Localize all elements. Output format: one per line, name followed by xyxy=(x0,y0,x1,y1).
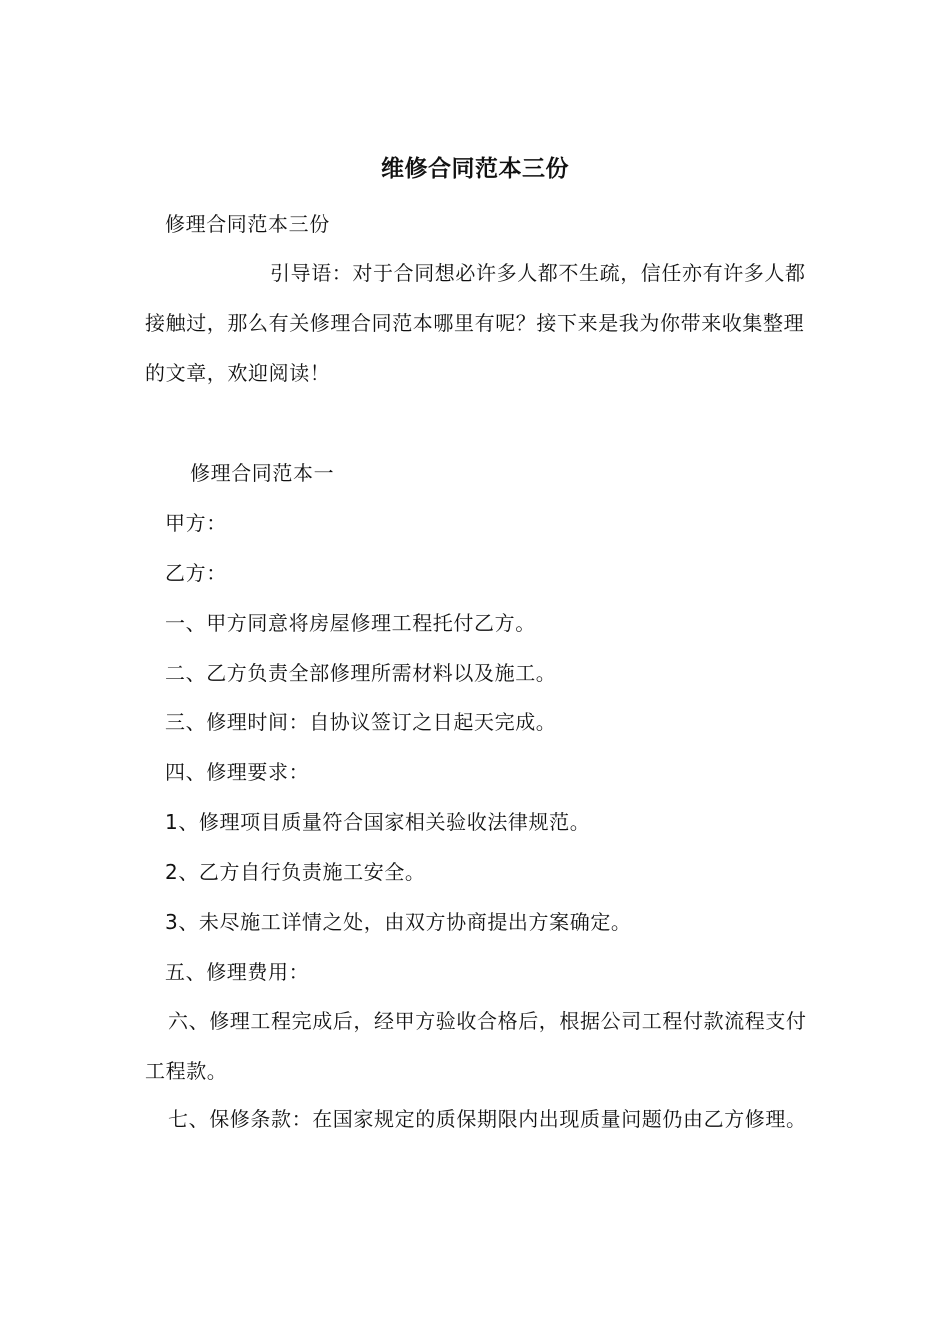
clause-4: 四、修理要求： xyxy=(165,760,310,784)
party-a-label: 甲方： xyxy=(165,511,227,535)
clause-6: 六、修理工程完成后，经甲方验收合格后，根据公司工程付款流程支付工程款。 xyxy=(145,1009,807,1083)
section-heading: 修理合同范本一 xyxy=(190,461,335,485)
requirement-2: 2、乙方自行负责施工安全。 xyxy=(165,860,426,884)
clause-1: 一、甲方同意将房屋修理工程托付乙方。 xyxy=(165,611,536,635)
clause-7: 七、保修条款：在国家规定的质保期限内出现质量问题仍由乙方修理。 xyxy=(168,1107,807,1131)
clause-5: 五、修理费用： xyxy=(165,960,310,984)
clause-2: 二、乙方负责全部修理所需材料以及施工。 xyxy=(165,661,557,685)
intro-paragraph: 引导语：对于合同想必许多人都不生疏，信任亦有许多人都接触过，那么有关修理合同范本哪里有呢？接下来是我为你带来收集整理的文章，欢迎阅读！ xyxy=(145,261,806,385)
party-b-label: 乙方： xyxy=(165,561,227,585)
requirement-3: 3、未尽施工详情之处，由双方协商提出方案确定。 xyxy=(165,910,632,934)
document-title: 维修合同范本三份 xyxy=(381,156,569,182)
requirement-1: 1、修理项目质量符合国家相关验收法律规范。 xyxy=(165,810,591,834)
document-subtitle: 修理合同范本三份 xyxy=(165,212,330,236)
clause-3: 三、修理时间：自协议签订之日起天完成。 xyxy=(165,710,557,734)
